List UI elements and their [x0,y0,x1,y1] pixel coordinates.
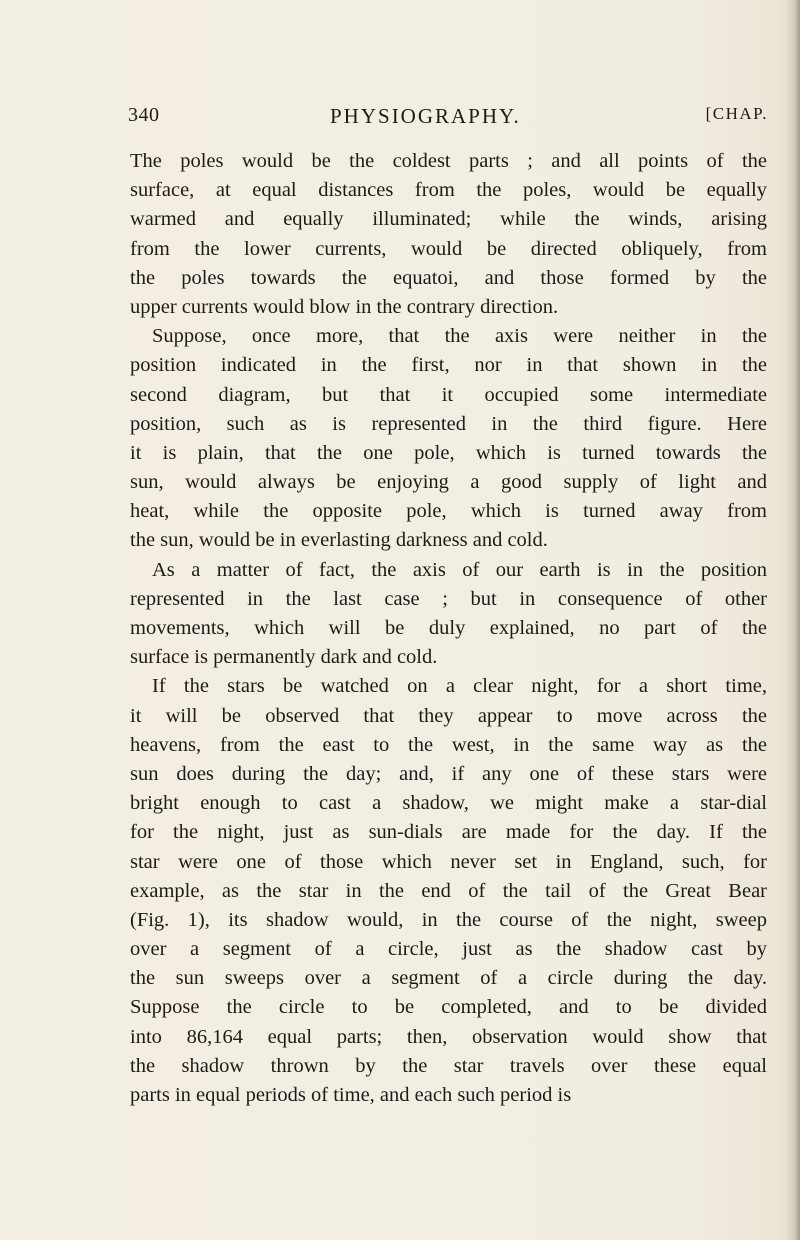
text-line: heat, while the opposite pole, which is turned away from [130,500,767,523]
text-line: the sun sweeps over a segment of a circle during the day. [130,967,767,990]
text-line: sun does during the day; and, if any one of these stars were [130,762,767,785]
running-title: PHYSIOGRAPHY. [330,104,521,128]
text-line: the poles towards the equatoi, and those formed by the [130,266,767,289]
text-line: over a segment of a circle, just as the shadow cast by [130,938,767,961]
text-line: the sun, would be in everlasting darkness and cold. [130,529,548,552]
text-line: heavens, from the east to the west, in the same way as the [130,733,767,756]
text-line: position indicated in the first, nor in that shown in the [130,354,767,377]
chapter-mark: [CHAP. [705,104,768,123]
text-line: surface is permanently dark and cold. [130,646,438,669]
text-line: position, such as is represented in the third figure. Here [130,412,767,435]
text-line: The poles would be the coldest parts ; and all points of the [130,150,767,172]
text-line: it is plain, that the one pole, which is turned towards the [130,441,767,464]
text-line: Suppose, once more, that the axis were neither in the [152,325,767,348]
text-line: second diagram, but that it occupied some intermediate [130,383,767,406]
text-line: If the stars be watched on a clear night, for a short time, [152,675,767,698]
text-line: it will be observed that they appear to move across the [130,704,767,727]
text-line: As a matter of fact, the axis of our earth is in the position [152,558,767,581]
text-line: for the night, just as sun-dials are made for the day. If the [130,821,767,844]
text-line: bright enough to cast a shadow, we might make a star-dial [130,792,767,815]
text-line: star were one of those which never set in England, such, for [130,850,767,873]
text-line: parts in equal periods of time, and each such period is [130,1084,572,1106]
text-line: from the lower currents, would be directed obliquely, from [130,237,767,260]
text-line: (Fig. 1), its shadow would, in the course of the night, sweep [130,908,767,931]
text-line: warmed and equally illuminated; while the winds, arising [130,208,767,231]
body-text [130,147,767,1110]
text-line: the shadow thrown by the star travels over these equal [130,1054,767,1077]
text-line: into 86,164 equal parts; then, observation would show that [130,1025,767,1048]
text-line: Suppose the circle to be completed, and to be divided [130,996,767,1019]
text-line: sun, would always be enjoying a good supply of light and [130,471,767,494]
text-line: represented in the last case ; but in consequence of other [130,587,767,610]
page-edge-shadow [786,0,800,1240]
text-line: movements, which will be duly explained, no part of the [130,617,767,639]
text-line: example, as the star in the end of the tail of the Great Bear [130,879,767,902]
text-line: upper currents would blow in the contrary direction. [130,295,559,318]
running-head [128,104,768,136]
page-number: 340 [128,104,160,126]
text-line: surface, at equal distances from the poles, would be equally [130,179,767,202]
